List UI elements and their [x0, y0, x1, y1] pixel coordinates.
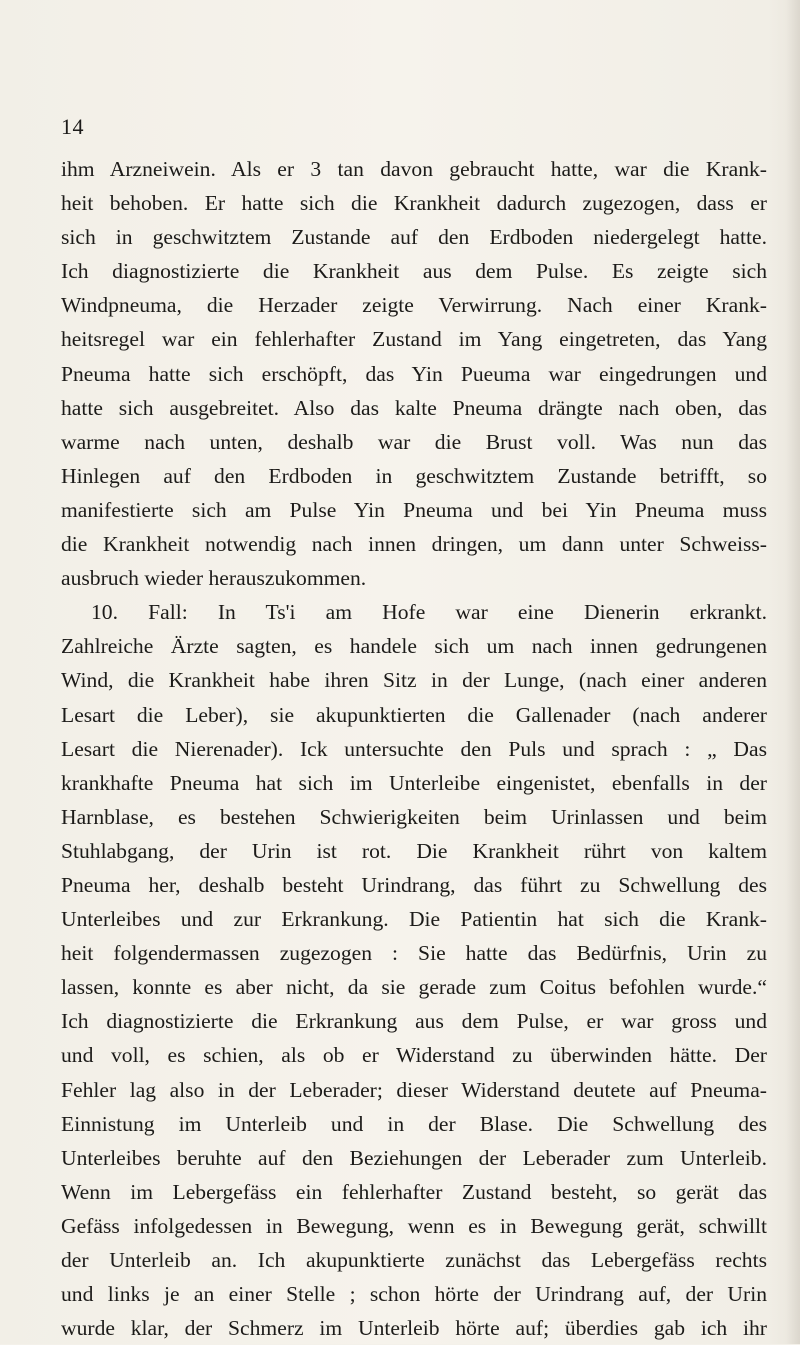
text-line: Unterleibes und zur Erkrankung. Die Patientin hat sich die Krank- [61, 907, 767, 932]
text-line: hatte sich ausgebreitet. Also das kalte Pneuma drängte nach oben, das [61, 395, 767, 420]
text-line: Fehler lag also in der Leberader; dieser Widerstand deutete auf Pneuma- [61, 1077, 767, 1102]
paragraph-end-line: ausbruch wieder herauszukommen. [61, 566, 367, 591]
text-line: Wind, die Krankheit habe ihren Sitz in der Lunge, (nach einer anderen [61, 668, 767, 693]
page-number: 14 [61, 114, 84, 139]
text-line: Zahlreiche Ärzte sagten, es handele sich um nach innen gedrungenen [61, 634, 767, 659]
text-line: Unterleibes beruhte auf den Beziehungen der Leberader zum Unterleib. [61, 1145, 767, 1170]
text-line: wurde klar, der Schmerz im Unterleib hörte auf; überdies gab ich ihr [61, 1316, 767, 1341]
text-line: heitsregel war ein fehlerhafter Zustand im Yang eingetreten, das Yang [61, 327, 767, 352]
text-line: Hinlegen auf den Erdboden in geschwitztem Zustande betrifft, so [61, 463, 767, 488]
text-line: manifestierte sich am Pulse Yin Pneuma und bei Yin Pneuma muss [61, 497, 767, 522]
text-line: und voll, es schien, als ob er Widerstand zu überwinden hätte. Der [61, 1043, 767, 1068]
text-line: heit behoben. Er hatte sich die Krankheit dadurch zugezogen, dass er [61, 191, 767, 216]
text-line: sich in geschwitztem Zustande auf den Erdboden niedergelegt hatte. [61, 225, 767, 250]
text-line: Gefäss infolgedessen in Bewegung, wenn es in Bewegung gerät, schwillt [61, 1213, 767, 1238]
text-line: krankhafte Pneuma hat sich im Unterleibe eingenistet, ebenfalls in der [61, 770, 767, 795]
text-line: ihm Arzneiwein. Als er 3 tan davon gebraucht hatte, war die Krank- [61, 157, 767, 181]
page-edge-shadow [786, 0, 800, 1344]
text-line: Ich diagnostizierte die Krankheit aus dem Pulse. Es zeigte sich [61, 259, 767, 284]
text-line: Einnistung im Unterleib und in der Blase. Die Schwellung des [61, 1111, 767, 1136]
text-line: Harnblase, es bestehen Schwierigkeiten beim Urinlassen und beim [61, 804, 767, 829]
text-line: Ich diagnostizierte die Erkrankung aus dem Pulse, er war gross und [61, 1009, 767, 1034]
text-line: der Unterleib an. Ich akupunktierte zunächst das Lebergefäss rechts [61, 1248, 767, 1272]
text-line: die Krankheit notwendig nach innen dringen, um dann unter Schweiss- [61, 532, 767, 557]
text-line: lassen, konnte es aber nicht, da sie gerade zum Coitus befohlen wurde.“ [61, 975, 767, 1000]
text-line: warme nach unten, deshalb war die Brust voll. Was nun das [61, 429, 767, 454]
text-line: Lesart die Leber), sie akupunktierten die Gallenader (nach anderer [61, 702, 767, 727]
text-line: Stuhlabgang, der Urin ist rot. Die Krankheit rührt von kaltem [61, 838, 767, 863]
text-line: Pneuma her, deshalb besteht Urindrang, das führt zu Schwellung des [61, 872, 767, 897]
text-line: Windpneuma, die Herzader zeigte Verwirrung. Nach einer Krank- [61, 293, 767, 318]
case-heading-line: 10. Fall: In Ts'i am Hofe war eine Dienerin erkrankt. [91, 600, 767, 625]
text-line: heit folgendermassen zugezogen : Sie hatte das Bedürfnis, Urin zu [61, 941, 767, 966]
text-line: Wenn im Lebergefäss ein fehlerhafter Zustand besteht, so gerät das [61, 1179, 767, 1204]
body-text [61, 152, 767, 1345]
text-line: Pneuma hatte sich erschöpft, das Yin Pueuma war eingedrungen und [61, 361, 767, 386]
text-line: Lesart die Nierenader). Ick untersuchte den Puls und sprach : „ Das [61, 736, 767, 761]
text-line: und links je an einer Stelle ; schon hörte der Urindrang auf, der Urin [61, 1282, 767, 1307]
